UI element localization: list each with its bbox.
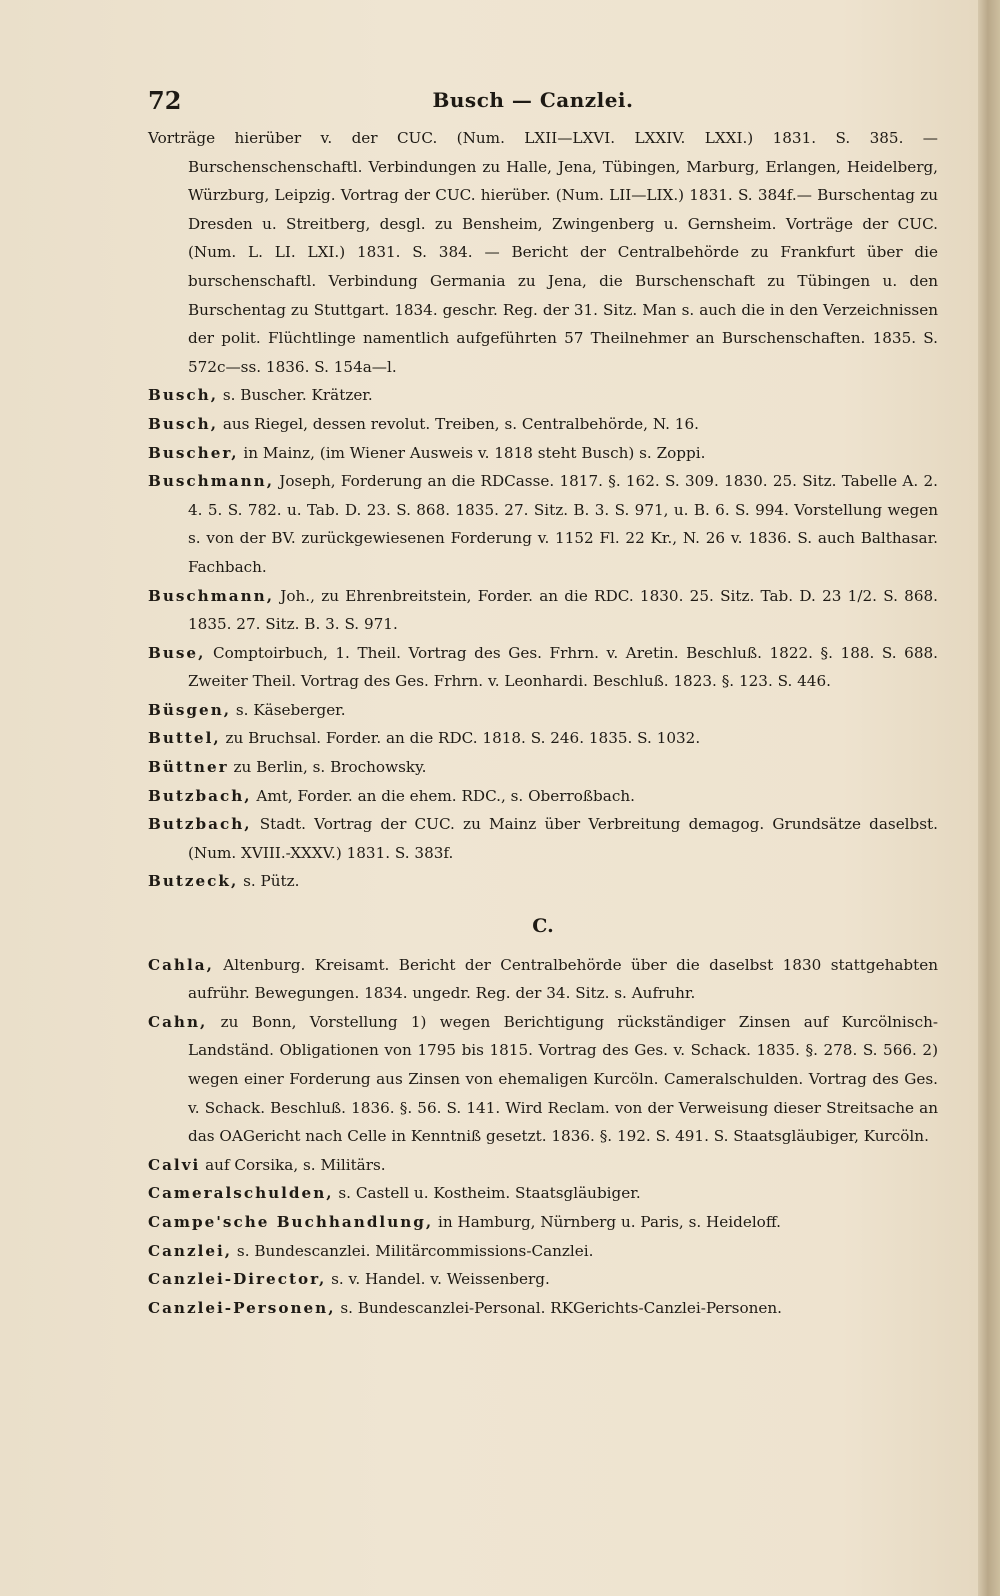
index-entry	[148, 410, 938, 439]
index-entry	[148, 1237, 938, 1266]
running-title: Busch — Canzlei.	[432, 88, 634, 112]
entry-head: Buschmann,	[148, 586, 275, 605]
entry-body: zu Bruchsal. Forder. an die RDC. 1818. S. 246. 1835. S. 1032.	[220, 729, 701, 748]
index-entry	[148, 1179, 938, 1208]
entry-body: zu Berlin, s. Brochowsky.	[228, 758, 427, 777]
entry-head: Calvi	[148, 1155, 201, 1174]
entry-body: Joseph, Forderung an die RDCasse. 1817. §. 162. S. 309. 1830. 25. Sitz. Tabelle A. 2. 4. 5. S. 782. u. Tab. D. 23. S. 868. 1835. 27. Sitz. B. 3. S. 971, u. B. 6. S. 994. Vorstellung wegen s. von der BV. zurückgewiesenen Forderung v. 1152 Fl. 22 Kr., N. 26 v. 1836. S. auch Balthasar. Fachbach.	[188, 472, 938, 576]
index-content	[148, 124, 938, 1322]
entry-body: zu Bonn, Vorstellung 1) wegen Berichtigung rückständiger Zinsen auf Kurcölnisch-Landständ. Obligationen von 1795 bis 1815. Vortrag des Ges. v. Schack. 1835. §. 278. S. 566. 2) wegen einer Forderung aus Zinsen von ehemaligen Kurcöln. Cameralschulden. Vortrag des Ges. v. Schack. Beschluß. 1836. §. 56. S. 141. Wird Reclam. von der Verweisung dieser Streitsache an das OAGericht nach Celle in Kenntniß gesetzt. 1836. §. 192. S. 491. S. Staatsgläubiger, Kurcöln.	[188, 1012, 938, 1146]
entry-head: Busch,	[148, 414, 219, 433]
entry-head: Butzbach,	[148, 815, 252, 834]
entry-head: Buscher,	[148, 443, 239, 462]
entry-body: s. Pütz.	[238, 872, 300, 891]
index-entry	[148, 1151, 938, 1180]
index-entry	[148, 1265, 938, 1294]
entry-head: Büsgen,	[148, 700, 232, 719]
entry-body: Altenburg. Kreisamt. Bericht der Centralbehörde über die daselbst 1830 stattgehabten aufrühr. Bewegungen. 1834. ungedr. Reg. der 34. Sitz. s. Aufruhr.	[188, 955, 938, 1003]
index-entry	[148, 467, 938, 581]
index-entry	[148, 810, 938, 867]
entry-head: Cameralschulden,	[148, 1184, 334, 1203]
entry-head: Buschmann,	[148, 472, 275, 491]
entry-head: Canzlei,	[148, 1241, 233, 1260]
index-entry	[148, 951, 938, 1008]
entry-body: Stadt. Vortrag der CUC. zu Mainz über Verbreitung demagog. Grundsätze daselbst. (Num. XVIII.-XXXV.) 1831. S. 383f.	[188, 815, 938, 862]
book-edge	[978, 0, 1000, 1596]
entry-body: aus Riegel, dessen revolut. Treiben, s. Centralbehörde, N. 16.	[218, 414, 699, 433]
index-entry	[148, 124, 938, 381]
entry-body: Vorträge hierüber v. der CUC. (Num. LXII—LXVI. LXXIV. LXXI.) 1831. S. 385. — Burschenschenschaftl. Verbindungen zu Halle, Jena, Tübingen, Marburg, Erlangen, Heidelberg, Würzburg, Leipzig. Vortrag der CUC. hierüber. (Num. LII—LIX.) 1831. S. 384f.— Burschentag zu Dresden u. Streitberg, desgl. zu Bensheim, Zwingenberg u. Gernsheim. Vorträge der CUC. (Num. L. LI. LXI.) 1831. S. 384. — Bericht der Centralbehörde zu Frankfurt über die burschenschaftl. Verbindung Germania zu Jena, die Burschenschaft zu Tübingen u. den Burschentag zu Stuttgart. 1834. geschr. Reg. der 31. Sitz. Man s. auch die in den Verzeichnissen der polit. Flüchtlinge namentlich aufgeführten 57 Theilnehmer an Burschenschaften. 1835. S. 572c—ss. 1836. S. 154a—l.	[148, 129, 938, 376]
entry-head: Canzlei-Personen,	[148, 1298, 336, 1317]
entry-body: in Mainz, (im Wiener Ausweis v. 1818 steht Busch) s. Zoppi.	[238, 443, 706, 462]
index-entry	[148, 639, 938, 696]
entry-body: Joh., zu Ehrenbreitstein, Forder. an die RDC. 1830. 25. Sitz. Tab. D. 23 1/2. S. 868. 1835. 27. Sitz. B. 3. S. 971.	[188, 586, 938, 634]
entry-body: s. Buscher. Krätzer.	[218, 386, 373, 405]
index-entry	[148, 782, 938, 811]
page-number: 72	[148, 86, 182, 115]
entry-body: auf Corsika, s. Militärs.	[200, 1155, 386, 1174]
entry-head: Canzlei-Director,	[148, 1270, 327, 1289]
entry-body: s. Bundescanzlei. Militärcommissions-Canzlei.	[232, 1241, 594, 1260]
entry-body: s. Bundescanzlei-Personal. RKGerichts-Canzlei-Personen.	[335, 1298, 782, 1317]
entry-body: s. Castell u. Kostheim. Staatsgläubiger.	[333, 1184, 641, 1203]
entry-head: Cahn,	[148, 1012, 208, 1031]
index-entry	[148, 867, 938, 896]
entry-body: Comptoirbuch, 1. Theil. Vortrag des Ges. Frhrn. v. Aretin. Beschluß. 1822. §. 188. S. 688. Zweiter Theil. Vortrag des Ges. Frhrn. v. Leonhardi. Beschluß. 1823. §. 123. S. 446.	[188, 643, 938, 691]
entry-head: Cahla,	[148, 955, 214, 974]
entry-head: Butzeck,	[148, 872, 239, 891]
entry-body: Amt, Forder. an die ehem. RDC., s. Oberroßbach.	[251, 786, 635, 805]
index-entry	[148, 1208, 938, 1237]
entry-head: Campe'sche Buchhandlung,	[148, 1212, 434, 1231]
index-entry	[148, 724, 938, 753]
entry-head: Butzbach,	[148, 786, 252, 805]
entry-head: Büttner	[148, 758, 229, 777]
section-letter: C.	[532, 915, 554, 938]
entry-body: in Hamburg, Nürnberg u. Paris, s. Heideloff.	[433, 1212, 781, 1231]
entry-head: Busch,	[148, 386, 219, 405]
page-header	[148, 86, 918, 122]
index-entry	[148, 1294, 938, 1323]
entry-head: Buse,	[148, 643, 206, 662]
entry-head: Buttel,	[148, 729, 221, 748]
index-entry	[148, 753, 938, 782]
entry-body: s. v. Handel. v. Weissenberg.	[326, 1270, 550, 1289]
index-entry	[148, 439, 938, 468]
entry-body: s. Käseberger.	[231, 700, 346, 719]
index-entry	[148, 582, 938, 639]
index-entry	[148, 381, 938, 410]
index-entry	[148, 1008, 938, 1151]
index-entry	[148, 696, 938, 725]
